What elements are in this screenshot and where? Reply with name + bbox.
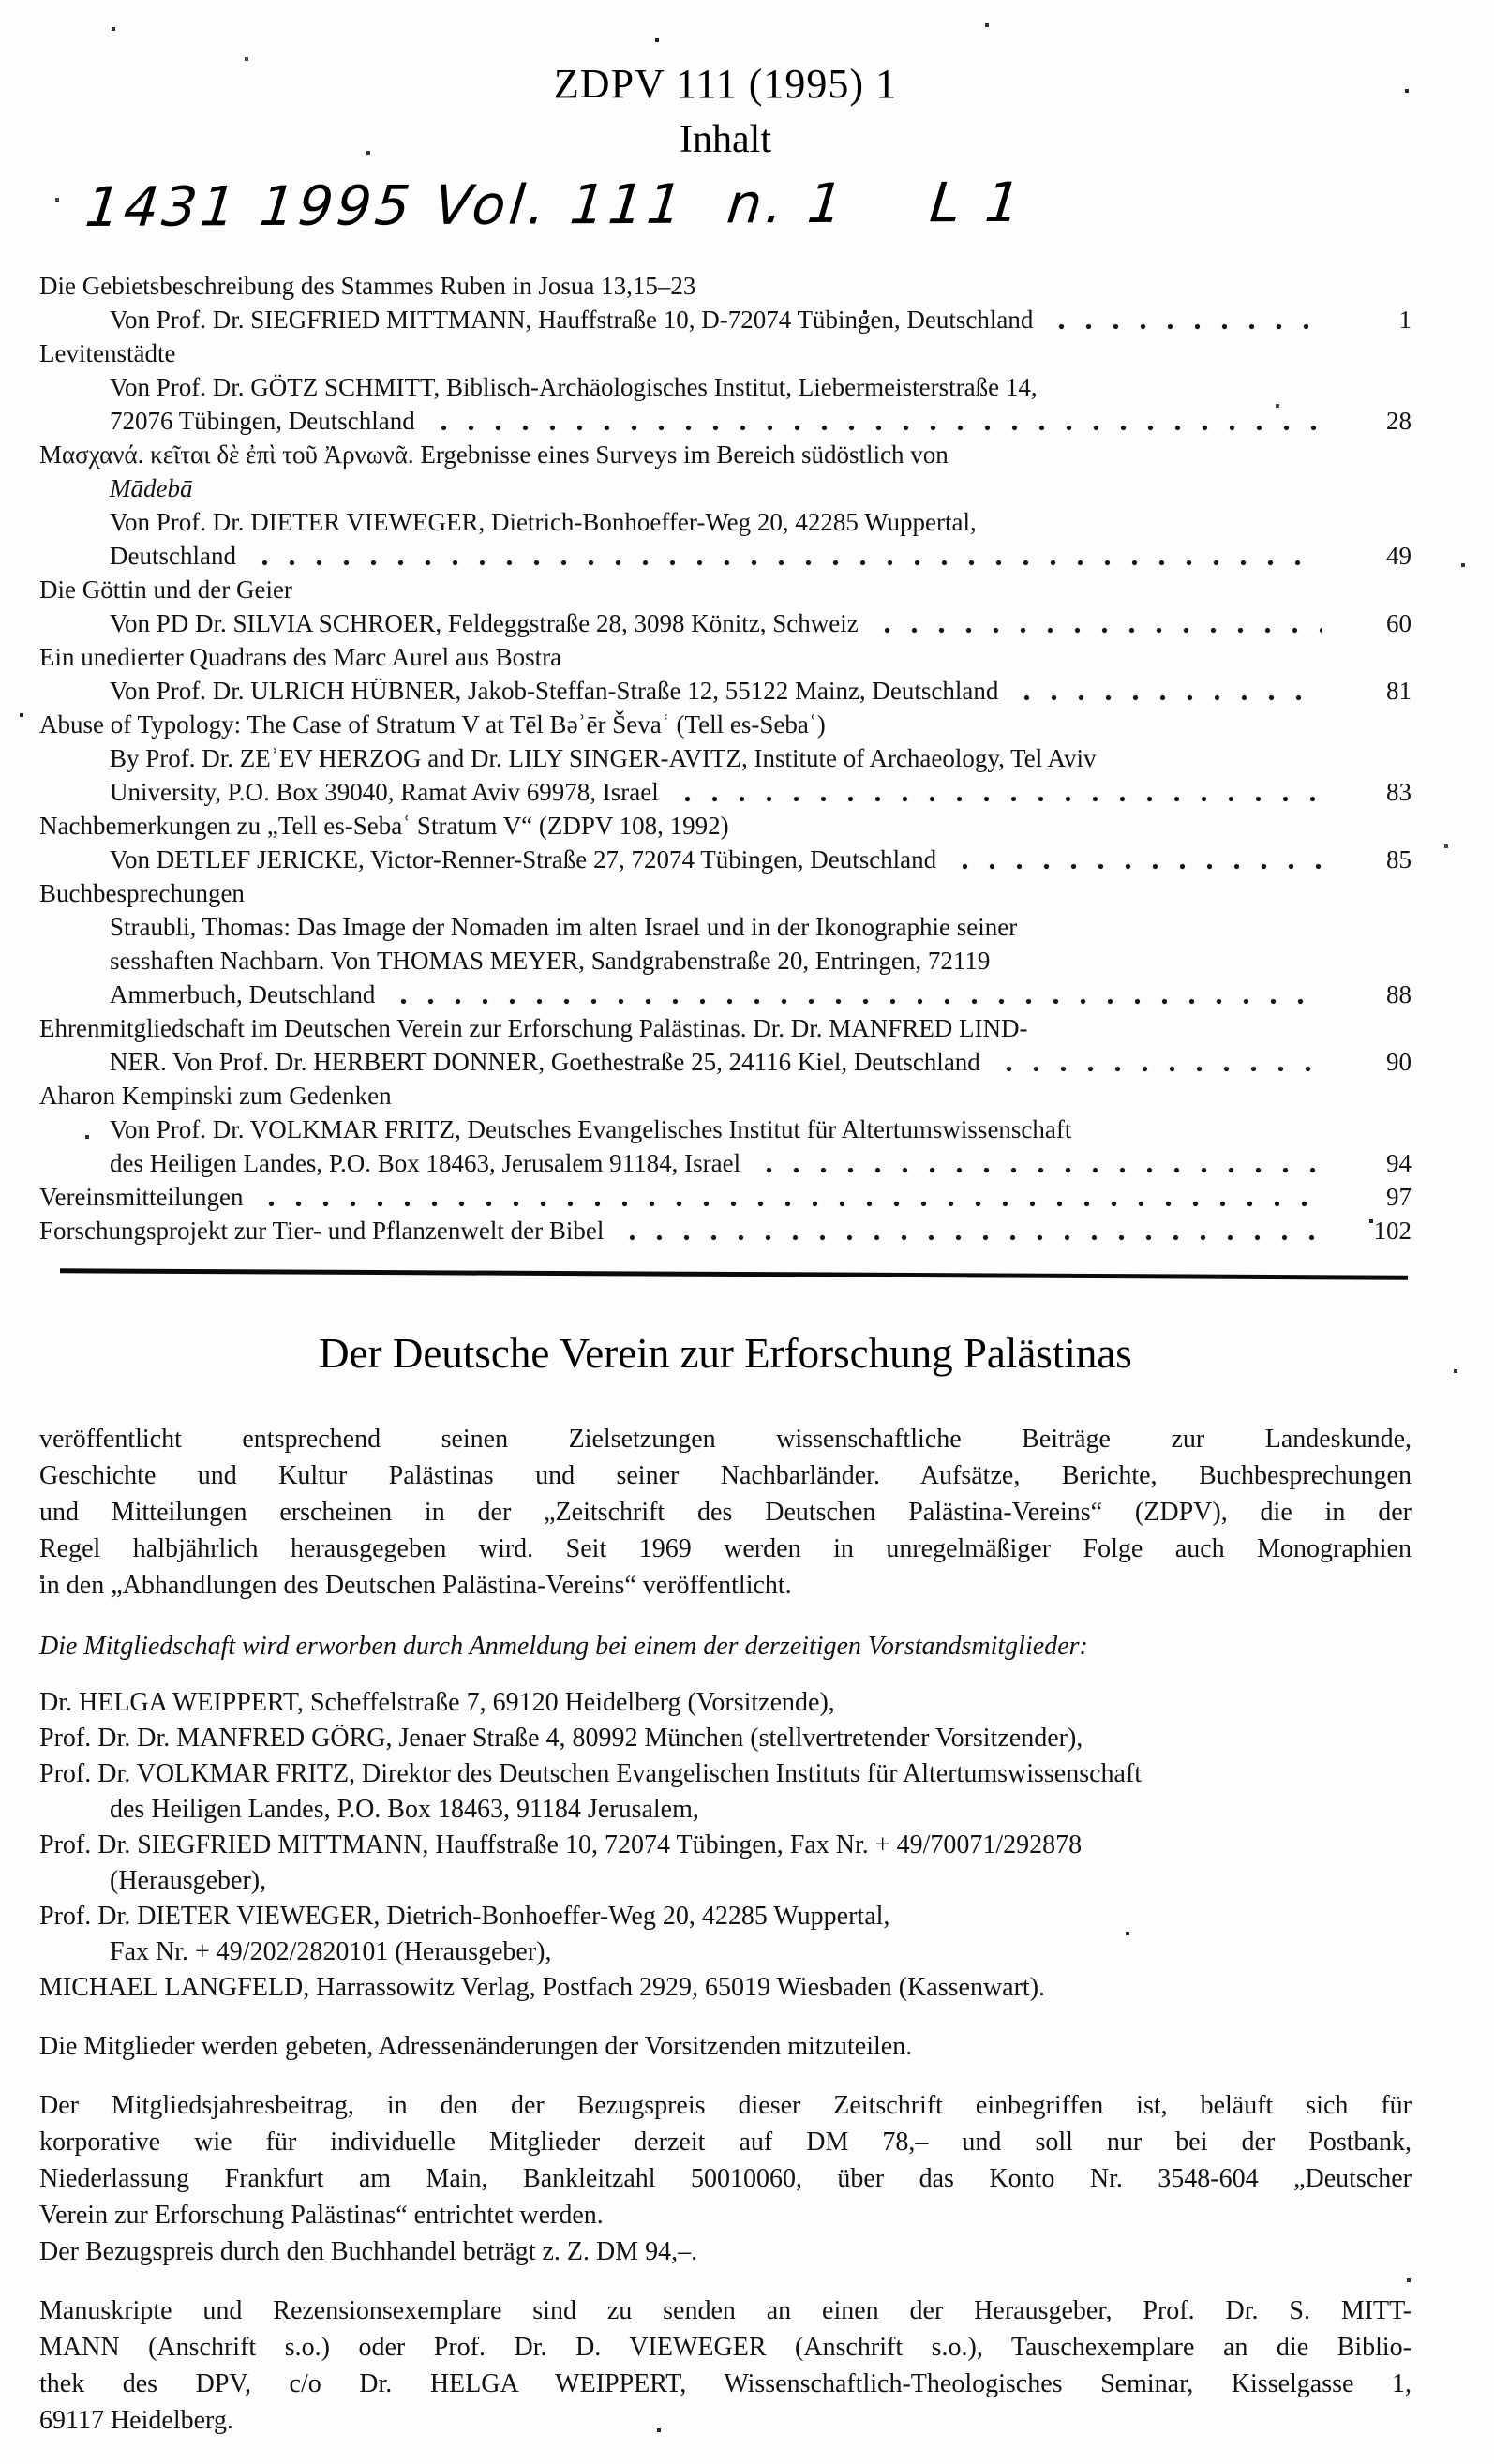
paragraph-line: Der Mitgliedsjahresbeitrag, in den der Bezugspreis dieser Zeitschrift einbegriffen ist, beläuft sich für (39, 2091, 1412, 2120)
toc-entry (39, 876, 1412, 1011)
page-number: 102 (1373, 1217, 1412, 1245)
toc-line-text: Vereinsmitteilungen (39, 1183, 244, 1211)
paragraph-line: korporative wie für individuelle Mitglieder derzeit auf DM 78,– und soll nur bei der Postbank, (39, 2128, 1412, 2157)
dot-leader (258, 1187, 1322, 1214)
toc-line-text: Buchbesprechungen (39, 879, 245, 907)
toc-entry (39, 640, 1412, 708)
toc-line-text: Ehrenmitgliedschaft im Deutschen Verein zur Erforschung Palästinas. Dr. Dr. MANFRED LIND- (39, 1014, 1028, 1042)
toc-line (39, 573, 1412, 606)
board-member-line: MICHAEL LANGFELD, Harrassowitz Verlag, Postfach 2929, 65019 Wiesbaden (Kassenwart). (39, 1973, 1046, 2002)
paragraph-line: Regel halbjährlich herausgegeben wird. Seit 1969 werden in unregelmäßiger Folge auch Monographien (39, 1534, 1412, 1563)
dot-leader (674, 783, 1322, 809)
dot-leader (1013, 681, 1322, 708)
page-number: 83 (1386, 778, 1412, 806)
board-members-list (39, 1685, 1412, 2006)
paragraph-line: in den „Abhandlungen des Deutschen Palästina-Vereins“ veröffentlicht. (39, 1571, 792, 1600)
toc-line (39, 1180, 1412, 1214)
journal-title: ZDPV 111 (1995) 1 (553, 61, 898, 107)
toc-line (39, 876, 1412, 910)
toc-line (39, 404, 1412, 438)
toc-entry (39, 1214, 1412, 1247)
toc-line (39, 1045, 1412, 1079)
page-number: 49 (1386, 542, 1412, 570)
toc-line-text: Mādebā (110, 474, 193, 502)
toc-entry (39, 1180, 1412, 1214)
toc-line (39, 775, 1412, 809)
page-number: 28 (1386, 407, 1412, 435)
toc-line (39, 640, 1412, 674)
manuscripts-paragraph (39, 2292, 1412, 2439)
dot-leader (251, 546, 1322, 573)
toc-line (39, 1079, 1412, 1113)
toc-line (39, 471, 1412, 505)
page-number: 60 (1386, 609, 1412, 637)
board-member-line: Dr. HELGA WEIPPERT, Scheffelstraße 7, 69120 Heidelberg (Vorsitzende), (39, 1688, 835, 1717)
handwritten-catalog-note: 1431 1995 Vol. 111 n. 1 L 1 (82, 170, 1027, 239)
page-number: 1 (1398, 306, 1412, 334)
paragraph-line: Niederlassung Frankfurt am Main, Bankleitzahl 50010060, über das Konto Nr. 3548-604 „Deutscher (39, 2164, 1412, 2193)
toc-line-text: Abuse of Typology: The Case of Stratum V at Tēl Bəʾēr Ševaʿ (Tell es-Sebaʿ) (39, 710, 826, 739)
scan-noise (0, 0, 2, 2)
toc-line-text: Von Prof. Dr. DIETER VIEWEGER, Dietrich-Bonhoeffer-Weg 20, 42285 Wuppertal, (110, 508, 977, 536)
toc-line-text: sesshaften Nachbarn. Von THOMAS MEYER, Sandgrabenstraße 20, Entringen, 72119 (110, 947, 991, 975)
contents-heading: Inhalt (680, 118, 771, 161)
page-number: 94 (1386, 1149, 1412, 1177)
toc-line-text: NER. Von Prof. Dr. HERBERT DONNER, Goethestraße 25, 24116 Kiel, Deutschland (110, 1048, 980, 1076)
table-of-contents (39, 269, 1412, 1247)
toc-entry (39, 708, 1412, 809)
page-number: 88 (1386, 980, 1412, 1008)
dot-leader (755, 1154, 1322, 1180)
toc-line (39, 336, 1412, 370)
paragraph-line: 69117 Heidelberg. (39, 2406, 233, 2435)
toc-line-text: Ammerbuch, Deutschland (110, 980, 376, 1008)
dot-leader (390, 985, 1322, 1011)
dot-leader (874, 614, 1322, 640)
toc-line (39, 978, 1412, 1011)
toc-line-text: University, P.O. Box 39040, Ramat Aviv 69978, Israel (110, 778, 659, 806)
toc-line (39, 944, 1412, 978)
paragraph-line: MANN (Anschrift s.o.) oder Prof. Dr. D. VIEWEGER (Anschrift s.o.), Tauschexemplare an die Biblio- (39, 2333, 1412, 2362)
section-divider-rule (60, 1268, 1408, 1280)
toc-line-text: Levitenstädte (39, 339, 176, 367)
toc-line (39, 539, 1412, 573)
board-member-line: (Herausgeber), (110, 1866, 267, 1895)
toc-line (39, 1011, 1412, 1045)
paragraph-line: veröffentlicht entsprechend seinen Zielsetzungen wissenschaftliche Beiträge zur Landeskunde, (39, 1425, 1412, 1454)
toc-entry (39, 809, 1412, 876)
board-member-line: Prof. Dr. SIEGFRIED MITTMANN, Hauffstraße 10, 72074 Tübingen, Fax Nr. + 49/70071/292878 (39, 1830, 1083, 1859)
toc-line-text: By Prof. Dr. ZEʾEV HERZOG and Dr. LILY SINGER-AVITZ, Institute of Archaeology, Tel Aviv (110, 744, 1097, 772)
paragraph-line: thek des DPV, c/o Dr. HELGA WEIPPERT, Wissenschaftlich-Theologisches Seminar, Kisselgasse 1, (39, 2369, 1412, 2398)
dot-leader (619, 1221, 1322, 1247)
toc-line-text: Μασχανά. κεῖται δὲ ἐπὶ τοῦ Ἀρνωνᾶ. Ergebnisse eines Surveys im Bereich südöstlich von (39, 441, 949, 469)
toc-line (39, 505, 1412, 539)
toc-line (39, 843, 1412, 876)
address-change-note: Die Mitglieder werden gebeten, Adressenänderungen der Vorsitzenden mitzuteilen. (39, 2032, 913, 2061)
toc-line (39, 674, 1412, 708)
toc-line (39, 269, 1412, 303)
toc-line (39, 1146, 1412, 1180)
association-description (39, 1421, 1412, 1604)
toc-line-text: Von PD Dr. SILVIA SCHROER, Feldeggstraße 28, 3098 Könitz, Schweiz (110, 609, 859, 637)
toc-line-text: Nachbemerkungen zu „Tell es-Sebaʿ Stratum V“ (ZDPV 108, 1992) (39, 812, 729, 840)
toc-line-text: Forschungsprojekt zur Tier- und Pflanzenwelt der Bibel (39, 1217, 605, 1245)
paragraph-line: Verein zur Erforschung Palästinas“ entrichtet werden. (39, 2201, 604, 2230)
association-heading: Der Deutsche Verein zur Erforschung Palästinas (319, 1330, 1132, 1377)
toc-entry (39, 1079, 1412, 1180)
toc-line (39, 1214, 1412, 1247)
retail-price-line: Der Bezugspreis durch den Buchhandel beträgt z. Z. DM 94,–. (39, 2237, 698, 2266)
toc-line-text: Die Gebietsbeschreibung des Stammes Ruben in Josua 13,15–23 (39, 272, 696, 300)
toc-line-text: Die Göttin und der Geier (39, 575, 292, 604)
toc-line-text: Von Prof. Dr. VOLKMAR FRITZ, Deutsches Evangelisches Institut für Altertumswissenschaft (110, 1115, 1072, 1143)
dot-leader (430, 411, 1322, 438)
membership-intro: Die Mitgliedschaft wird erworben durch Anmeldung bei einem der derzeitigen Vorstandsmitglieder: (39, 1632, 1088, 1661)
toc-entry (39, 336, 1412, 438)
board-member-line: Prof. Dr. VOLKMAR FRITZ, Direktor des Deutschen Evangelischen Instituts für Altertumswissenschaft (39, 1759, 1143, 1788)
page-number: 85 (1386, 845, 1412, 874)
page-number: 81 (1386, 677, 1412, 705)
toc-entry (39, 1011, 1412, 1079)
toc-line-text: Deutschland (110, 542, 236, 570)
page-number: 90 (1386, 1048, 1412, 1076)
toc-entry (39, 438, 1412, 573)
toc-entry (39, 269, 1412, 336)
dot-leader (1048, 310, 1322, 336)
paragraph-line: und Mitteilungen erscheinen in der „Zeitschrift des Deutschen Palästina-Vereins“ (ZDPV), die in der (39, 1498, 1412, 1527)
toc-line-text: Von DETLEF JERICKE, Victor-Renner-Straße 27, 72074 Tübingen, Deutschland (110, 845, 937, 874)
toc-line-text: Straubli, Thomas: Das Image der Nomaden im alten Israel und in der Ikonographie seiner (110, 913, 1018, 941)
toc-line-text: Von Prof. Dr. SIEGFRIED MITTMANN, Hauffstraße 10, D-72074 Tübingen, Deutschland (110, 306, 1034, 334)
page-number: 97 (1386, 1183, 1412, 1211)
paragraph-line: Manuskripte und Rezensionsexemplare sind zu senden an einen der Herausgeber, Prof. Dr. S. MITT- (39, 2296, 1412, 2325)
toc-line (39, 809, 1412, 843)
toc-line-text: Ein unedierter Quadrans des Marc Aurel aus Bostra (39, 643, 562, 671)
toc-line-text: Von Prof. Dr. ULRICH HÜBNER, Jakob-Steffan-Straße 12, 55122 Mainz, Deutschland (110, 677, 999, 705)
board-member-line: Fax Nr. + 49/202/2820101 (Herausgeber), (110, 1937, 552, 1966)
toc-line (39, 910, 1412, 944)
dot-leader (995, 1053, 1322, 1079)
toc-line (39, 370, 1412, 404)
board-member-line: Prof. Dr. Dr. MANFRED GÖRG, Jenaer Straße 4, 80992 München (stellvertretender Vorsitzender), (39, 1724, 1083, 1753)
toc-line-text: Von Prof. Dr. GÖTZ SCHMITT, Biblisch-Archäologisches Institut, Liebermeisterstraße 14, (110, 373, 1038, 401)
toc-line (39, 606, 1412, 640)
dot-leader (951, 850, 1322, 876)
toc-line (39, 708, 1412, 741)
toc-line (39, 438, 1412, 471)
board-member-line: Prof. Dr. DIETER VIEWEGER, Dietrich-Bonhoeffer-Weg 20, 42285 Wuppertal, (39, 1902, 890, 1931)
toc-line (39, 303, 1412, 336)
board-member-line: des Heiligen Landes, P.O. Box 18463, 91184 Jerusalem, (110, 1795, 699, 1824)
membership-fee-paragraph (39, 2087, 1412, 2233)
toc-entry (39, 573, 1412, 640)
toc-line-text: des Heiligen Landes, P.O. Box 18463, Jerusalem 91184, Israel (110, 1149, 741, 1177)
paragraph-line: Geschichte und Kultur Palästinas und seiner Nachbarländer. Aufsätze, Berichte, Buchbesprechungen (39, 1461, 1412, 1490)
toc-line-text: 72076 Tübingen, Deutschland (110, 407, 415, 435)
toc-line (39, 1113, 1412, 1146)
toc-line-text: Aharon Kempinski zum Gedenken (39, 1082, 392, 1110)
toc-line (39, 741, 1412, 775)
